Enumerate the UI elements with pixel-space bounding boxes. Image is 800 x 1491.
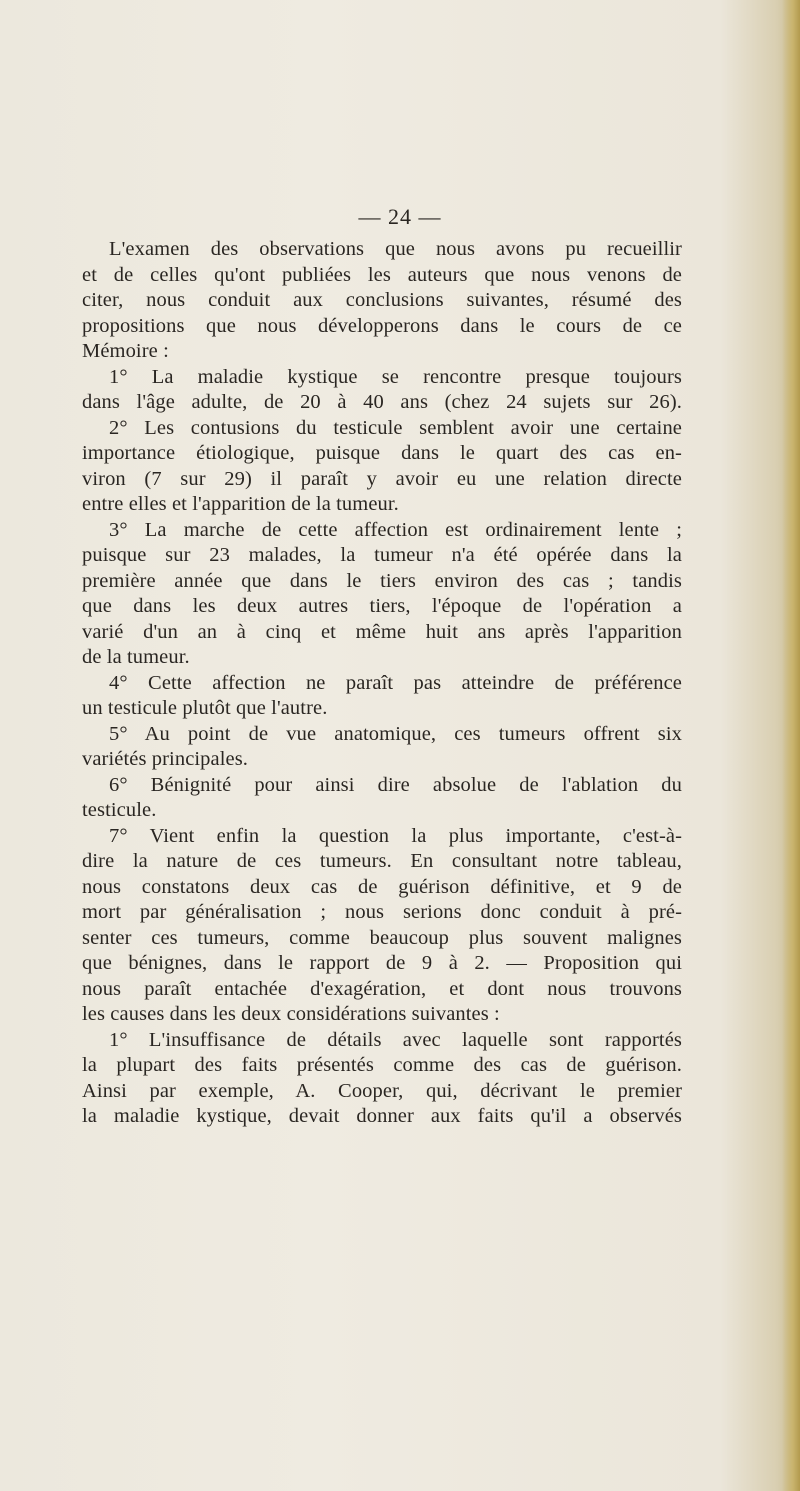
text-line: puisque sur 23 malades, la tumeur n'a été opérée dans la [82,544,682,566]
text-line: viron (7 sur 29) il paraît y avoir eu une relation directe [82,467,682,490]
text-line: première année que dans le tiers environ des cas ; tandis [82,569,682,592]
text-line: Ainsi par exemple, A. Cooper, qui, décrivant le premier [82,1079,682,1102]
text-line: mort par généralisation ; nous serions donc conduit à pré- [82,901,682,923]
text-line: les causes dans les deux considérations suivantes : [82,1003,500,1025]
text-line: varié d'un an à cinq et même huit ans après l'apparition [82,620,682,643]
text-line: 7° Vient enfin la question la plus importante, c'est-à- [109,824,682,847]
text-line: propositions que nous développerons dans le cours de ce [82,314,682,337]
text-line: 3° La marche de cette affection est ordinairement lente ; [109,518,682,541]
text-line: nous paraît entachée d'exagération, et dont nous trouvons [82,977,682,1000]
page-number: — 24 — [358,204,442,229]
text-line: de la tumeur. [82,646,190,668]
text-line: 6° Bénignité pour ainsi dire absolue de l'ablation du [109,773,682,796]
text-line: nous constatons deux cas de guérison définitive, et 9 de [82,875,682,898]
text-line: testicule. [82,799,157,821]
text-line: L'examen des observations que nous avons pu recueillir [109,238,682,260]
text-line: la maladie kystique, devait donner aux faits qu'il a observés [82,1105,682,1127]
text-line: 4° Cette affection ne paraît pas atteindre de préférence [109,671,682,694]
text-line: dans l'âge adulte, de 20 à 40 ans (chez 24 sujets sur 26). [82,391,682,413]
text-line: 2° Les contusions du testicule semblent avoir une certaine [109,416,682,439]
text-line: dire la nature de ces tumeurs. En consultant notre tableau, [82,850,682,872]
text-line: que bénignes, dans le rapport de 9 à 2. — Proposition qui [82,952,682,974]
text-line: et de celles qu'ont publiées les auteurs que nous venons de [82,263,682,286]
text-line: que dans les deux autres tiers, l'époque de l'opération a [82,595,682,617]
text-line: entre elles et l'apparition de la tumeur. [82,493,399,515]
text-line: Mémoire : [82,340,169,362]
text-line: variétés principales. [82,748,249,770]
text-line: importance étiologique, puisque dans le quart des cas en- [82,442,682,464]
text-line: 5° Au point de vue anatomique, ces tumeurs offrent six [109,722,682,745]
text-line: 1° L'insuffisance de détails avec laquelle sont rapportés [109,1028,682,1051]
text-line: un testicule plutôt que l'autre. [82,697,328,719]
text-line: la plupart des faits présentés comme des cas de guérison. [82,1054,682,1076]
text-line: citer, nous conduit aux conclusions suivantes, résumé des [82,289,682,311]
text-line: senter ces tumeurs, comme beaucoup plus souvent malignes [82,926,682,949]
body-text [82,237,682,1130]
text-line: 1° La maladie kystique se rencontre presque toujours [109,365,682,388]
